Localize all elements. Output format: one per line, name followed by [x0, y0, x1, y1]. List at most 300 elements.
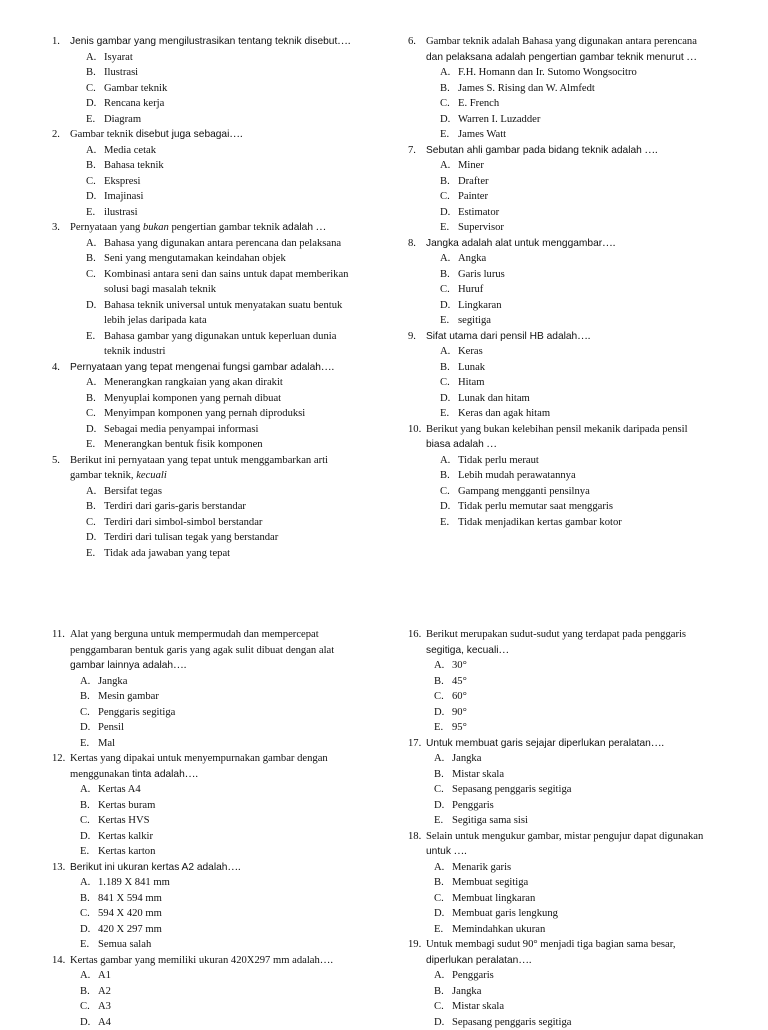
option-text: Menerangkan rangkaian yang akan dirakit	[104, 377, 283, 388]
answer-option	[426, 720, 768, 736]
question-text	[70, 360, 384, 376]
option-letter: B.	[434, 984, 444, 1000]
answer-option	[426, 468, 768, 484]
option-text: Lunak dan hitam	[458, 393, 530, 404]
option-text: Segitiga sama sisi	[452, 815, 528, 826]
option-letter: D.	[86, 422, 96, 438]
question-text-segment: diperlukan peralatan	[426, 955, 518, 966]
question	[0, 220, 384, 360]
question-text-segment: Gambar teknik adalah Bahasa yang digunakan antara perencana	[426, 36, 697, 47]
option-text: 594 X 420 mm	[98, 908, 162, 919]
question-text-segment: ….	[577, 331, 590, 342]
question-text-segment: …	[484, 439, 497, 450]
answer-option	[426, 96, 768, 112]
question-text	[426, 643, 768, 659]
question-number: 12.	[52, 751, 65, 767]
answer-option	[426, 984, 768, 1000]
answer-option	[426, 689, 768, 705]
answer-option	[70, 298, 384, 314]
option-letter: A.	[440, 158, 450, 174]
option-text: Menarik garis	[452, 862, 511, 873]
question	[384, 236, 768, 329]
answer-option	[70, 906, 384, 922]
answer-option	[70, 798, 384, 814]
question	[384, 627, 768, 736]
option-letter: D.	[80, 1015, 90, 1030]
question-text-segment: ….	[451, 846, 467, 857]
answer-option	[426, 968, 768, 984]
option-text: Kertas kalkir	[98, 831, 153, 842]
option-letter: A.	[440, 251, 450, 267]
question-number: 8.	[408, 236, 416, 252]
answer-option	[70, 344, 384, 360]
answer-option	[70, 406, 384, 422]
option-text: Tidak menjadikan kertas gambar kotor	[458, 517, 622, 528]
question-number: 17.	[408, 736, 421, 752]
answer-option	[426, 499, 768, 515]
question-text-segment: penggambaran bentuk garis yang agak sulit dibuat dengan alat	[70, 645, 334, 656]
option-text: Jangka	[452, 753, 481, 764]
question	[384, 422, 768, 531]
option-letter: E.	[434, 720, 443, 736]
question-text-segment: Untuk membuat garis sejajar diperlukan peralatan	[426, 738, 651, 749]
question-text	[426, 422, 768, 438]
option-text: Sepasang penggaris segitiga	[452, 784, 571, 795]
option-text: Menyuplai komponen yang pernah dibuat	[104, 393, 281, 404]
option-letter: D.	[440, 298, 450, 314]
question-text	[426, 236, 768, 252]
question-text-segment: Untuk membagi sudut 90° menjadi tiga bagian sama besar,	[426, 939, 675, 950]
question-text-segment: Berikut merupakan sudut-sudut yang terdapat pada penggaris	[426, 629, 686, 640]
option-letter: C.	[434, 999, 444, 1015]
option-text: Rencana kerja	[104, 98, 164, 109]
option-text: Tidak ada jawaban yang tepat	[104, 548, 230, 559]
option-letter: A.	[80, 782, 90, 798]
answer-option	[70, 674, 384, 690]
option-letter: A.	[80, 875, 90, 891]
question-text-segment: tinta adalah	[132, 769, 185, 780]
answer-option	[70, 937, 384, 953]
option-letter: A.	[434, 658, 444, 674]
question	[0, 360, 384, 453]
question-text	[70, 953, 384, 969]
question-text-segment: Gambar teknik	[70, 129, 136, 140]
question-text-segment: ….	[321, 362, 334, 373]
answer-option	[70, 65, 384, 81]
question-number: 19.	[408, 937, 421, 953]
option-text: James Watt	[458, 129, 506, 140]
option-text: Kertas A4	[98, 784, 141, 795]
question-number: 1.	[52, 34, 60, 50]
answer-option	[70, 391, 384, 407]
option-letter: D.	[86, 298, 96, 314]
question-text-segment: …	[684, 52, 697, 63]
option-text: Huruf	[458, 284, 483, 295]
answer-option	[70, 999, 384, 1015]
option-letter: E.	[80, 736, 89, 752]
question-text-segment: segitiga, kecuali	[426, 645, 499, 656]
question-column-top-left	[0, 34, 384, 561]
answer-option	[426, 515, 768, 531]
option-text: Kertas buram	[98, 800, 155, 811]
option-text: Gampang mengganti pensilnya	[458, 486, 590, 497]
answer-option	[426, 220, 768, 236]
option-letter: A.	[86, 236, 96, 252]
question-text-segment: ….	[227, 862, 240, 873]
question	[0, 34, 384, 127]
question-number: 4.	[52, 360, 60, 376]
option-text: Menerangkan bentuk fisik komponen	[104, 439, 263, 450]
option-text: Keras dan agak hitam	[458, 408, 550, 419]
option-letter: E.	[434, 813, 443, 829]
question-number: 14.	[52, 953, 65, 969]
option-letter: B.	[440, 174, 450, 190]
answer-option	[426, 189, 768, 205]
answer-option	[426, 813, 768, 829]
answer-option	[70, 720, 384, 736]
question	[0, 860, 384, 953]
option-text: Bahasa gambar yang digunakan untuk keperluan dunia	[104, 331, 336, 342]
option-text: Tidak perlu meraut	[458, 455, 539, 466]
answer-option	[426, 705, 768, 721]
question	[384, 329, 768, 422]
answer-option	[426, 251, 768, 267]
answer-option	[70, 546, 384, 562]
question-text	[426, 937, 768, 953]
question-text-segment: menggunakan	[70, 769, 132, 780]
question-column-bottom-right	[384, 627, 768, 1030]
question-text	[426, 34, 768, 50]
answer-option	[426, 267, 768, 283]
answer-option	[426, 1015, 768, 1030]
question	[384, 829, 768, 938]
option-letter: E.	[86, 329, 95, 345]
answer-option	[426, 658, 768, 674]
option-letter: E.	[440, 127, 449, 143]
option-letter: E.	[86, 205, 95, 221]
option-text: segitiga	[458, 315, 491, 326]
option-letter: D.	[86, 96, 96, 112]
question	[384, 143, 768, 236]
answer-option	[426, 313, 768, 329]
question-text	[426, 329, 768, 345]
answer-option	[426, 922, 768, 938]
question-number: 9.	[408, 329, 416, 345]
option-letter: B.	[86, 251, 96, 267]
option-letter: C.	[86, 515, 96, 531]
question-text-segment: Pernyataan yang	[70, 222, 143, 233]
question-text	[426, 50, 768, 66]
option-text: Mistar skala	[452, 769, 504, 780]
option-letter: A.	[440, 453, 450, 469]
option-text: Pensil	[98, 722, 124, 733]
question-text-segment: disebut juga sebagai	[136, 129, 229, 140]
question-text-segment: ….	[185, 769, 198, 780]
answer-option	[70, 813, 384, 829]
option-letter: B.	[86, 499, 96, 515]
answer-option	[70, 530, 384, 546]
answer-option	[426, 174, 768, 190]
question-column-top-right	[384, 34, 768, 530]
option-letter: E.	[86, 112, 95, 128]
option-letter: C.	[80, 813, 90, 829]
option-text: Bersifat tegas	[104, 486, 162, 497]
answer-option	[70, 375, 384, 391]
option-letter: A.	[80, 674, 90, 690]
answer-option	[70, 984, 384, 1000]
option-text: A4	[98, 1017, 111, 1028]
answer-option	[426, 298, 768, 314]
option-letter: C.	[440, 375, 450, 391]
option-letter: D.	[86, 189, 96, 205]
option-text: 60°	[452, 691, 467, 702]
option-text: Penggaris	[452, 970, 494, 981]
option-text: Estimator	[458, 207, 499, 218]
answer-option	[426, 360, 768, 376]
answer-option	[70, 329, 384, 345]
answer-option	[426, 767, 768, 783]
question-text-segment: …	[313, 222, 326, 233]
option-text: Painter	[458, 191, 488, 202]
option-letter: C.	[86, 81, 96, 97]
question-text	[426, 736, 768, 752]
answer-option	[426, 112, 768, 128]
option-letter: E.	[434, 922, 443, 938]
option-text: Miner	[458, 160, 484, 171]
answer-option	[70, 189, 384, 205]
option-text: Angka	[458, 253, 486, 264]
option-letter: C.	[440, 189, 450, 205]
answer-option	[70, 81, 384, 97]
question-text	[70, 627, 384, 643]
option-letter: E.	[80, 844, 89, 860]
option-text: Bahasa teknik universal untuk menyatakan suatu bentuk	[104, 300, 342, 311]
option-letter: D.	[440, 205, 450, 221]
answer-option	[70, 515, 384, 531]
question-text-segment: Berikut ini pernyataan yang tepat untuk menggambarkan arti	[70, 455, 328, 466]
question-text	[70, 127, 384, 143]
question-text-segment: gambar lainnya adalah	[70, 660, 173, 671]
question	[384, 736, 768, 829]
option-text: Mistar skala	[452, 1001, 504, 1012]
answer-option	[70, 236, 384, 252]
question-number: 7.	[408, 143, 416, 159]
option-letter: B.	[434, 875, 444, 891]
question-text-segment: ….	[651, 738, 664, 749]
answer-option	[70, 313, 384, 329]
answer-option	[70, 922, 384, 938]
answer-option	[426, 674, 768, 690]
option-letter: A.	[440, 344, 450, 360]
question-text	[426, 844, 768, 860]
option-letter: B.	[86, 158, 96, 174]
question-text-segment: Sebutan ahli gambar pada bidang teknik adalah	[426, 145, 642, 156]
question-number: 2.	[52, 127, 60, 143]
option-letter: A.	[434, 751, 444, 767]
answer-option	[426, 391, 768, 407]
option-text: E. French	[458, 98, 499, 109]
answer-option	[70, 143, 384, 159]
option-text: Jangka	[452, 986, 481, 997]
option-text: F.H. Homann dan Ir. Sutomo Wongsocitro	[458, 67, 637, 78]
answer-option	[70, 968, 384, 984]
option-letter: E.	[440, 406, 449, 422]
question-number: 6.	[408, 34, 416, 50]
option-letter: D.	[440, 499, 450, 515]
answer-option	[70, 689, 384, 705]
question-text-segment: ….	[518, 955, 531, 966]
option-text: Kertas HVS	[98, 815, 150, 826]
option-text: Menyimpan komponen yang pernah diproduksi	[104, 408, 305, 419]
question-text-segment: ….	[173, 660, 186, 671]
question-text-segment: Sifat utama dari pensil HB adalah	[426, 331, 577, 342]
answer-option	[426, 484, 768, 500]
option-letter: D.	[440, 112, 450, 128]
question-text-segment: Selain untuk mengukur gambar, mistar pengujur dapat digunakan	[426, 831, 703, 842]
option-letter: E.	[86, 437, 95, 453]
question-text	[70, 468, 384, 484]
option-letter: B.	[86, 391, 96, 407]
option-letter: D.	[434, 906, 444, 922]
option-text: Membuat lingkaran	[452, 893, 535, 904]
question-text	[426, 953, 768, 969]
option-letter: A.	[80, 968, 90, 984]
question	[0, 453, 384, 562]
option-letter: C.	[80, 906, 90, 922]
option-text: ilustrasi	[104, 207, 138, 218]
option-text: Lebih mudah perawatannya	[458, 470, 576, 481]
question-number: 3.	[52, 220, 60, 236]
question-text-segment: untuk	[426, 846, 451, 857]
question-number: 10.	[408, 422, 421, 438]
answer-option	[426, 891, 768, 907]
option-letter: B.	[440, 360, 450, 376]
option-letter: C.	[80, 999, 90, 1015]
question-text-segment: bukan	[143, 222, 169, 233]
question-text-segment: Kertas yang dipakai untuk menyempurnakan gambar dengan	[70, 753, 328, 764]
option-text: Seni yang mengutamakan keindahan objek	[104, 253, 286, 264]
option-letter: C.	[86, 267, 96, 283]
answer-option	[426, 65, 768, 81]
answer-option	[426, 453, 768, 469]
answer-option	[70, 484, 384, 500]
question-text-segment: ….	[642, 145, 658, 156]
answer-option	[70, 844, 384, 860]
option-text: Imajinasi	[104, 191, 143, 202]
question-text-segment: Jangka adalah alat untuk menggambar	[426, 238, 602, 249]
option-letter: E.	[440, 313, 449, 329]
option-letter: E.	[80, 937, 89, 953]
option-letter: B.	[440, 81, 450, 97]
option-letter: D.	[434, 1015, 444, 1030]
question-text-segment: pengertian gambar teknik	[169, 222, 283, 233]
question-text-segment: Jenis gambar yang mengilustrasikan tentang teknik disebut	[70, 36, 337, 47]
option-text: Diagram	[104, 114, 141, 125]
answer-option	[426, 999, 768, 1015]
option-text: Media cetak	[104, 145, 156, 156]
question-text	[426, 143, 768, 159]
question-text-segment: Berikut ini ukuran kertas A2 adalah	[70, 862, 227, 873]
question-text	[70, 453, 384, 469]
option-letter: D.	[86, 530, 96, 546]
option-letter: B.	[86, 65, 96, 81]
answer-option	[426, 798, 768, 814]
answer-option	[70, 50, 384, 66]
option-text: Hitam	[458, 377, 484, 388]
answer-option	[70, 282, 384, 298]
option-text: 90°	[452, 707, 467, 718]
answer-option	[426, 906, 768, 922]
question-text-segment: ….	[337, 36, 350, 47]
option-text: lebih jelas daripada kata	[104, 315, 207, 326]
option-text: Keras	[458, 346, 483, 357]
question-text-segment: …	[499, 645, 510, 656]
option-text: Gambar teknik	[104, 83, 167, 94]
option-letter: C.	[440, 282, 450, 298]
question	[384, 34, 768, 143]
question-text-segment: ….	[229, 129, 242, 140]
option-text: Terdiri dari tulisan tegak yang berstandar	[104, 532, 278, 543]
answer-option	[70, 499, 384, 515]
option-text: Ekspresi	[104, 176, 140, 187]
option-letter: D.	[80, 720, 90, 736]
option-text: Lunak	[458, 362, 485, 373]
question-number: 11.	[52, 627, 65, 643]
option-text: A2	[98, 986, 111, 997]
option-letter: B.	[80, 689, 90, 705]
option-text: 1.189 X 841 mm	[98, 877, 170, 888]
option-text: A1	[98, 970, 111, 981]
option-letter: B.	[80, 984, 90, 1000]
question-text	[426, 437, 768, 453]
answer-option	[426, 406, 768, 422]
option-text: Kombinasi antara seni dan sains untuk dapat memberikan	[104, 269, 348, 280]
question	[0, 751, 384, 860]
answer-option	[426, 205, 768, 221]
option-text: Terdiri dari garis-garis berstandar	[104, 501, 246, 512]
option-letter: A.	[86, 50, 96, 66]
answer-option	[70, 251, 384, 267]
answer-option	[70, 829, 384, 845]
question-number: 16.	[408, 627, 421, 643]
option-letter: A.	[86, 143, 96, 159]
option-text: 841 X 594 mm	[98, 893, 162, 904]
option-text: Sepasang penggaris segitiga	[452, 1017, 571, 1028]
answer-option	[70, 174, 384, 190]
question-text-segment: Kertas gambar yang memiliki ukuran 420X297 mm adalah….	[70, 955, 333, 966]
answer-option	[426, 81, 768, 97]
option-letter: C.	[434, 782, 444, 798]
option-letter: A.	[434, 968, 444, 984]
option-letter: D.	[434, 798, 444, 814]
question-text	[70, 751, 384, 767]
question-text	[70, 658, 384, 674]
question-text-segment: adalah	[282, 222, 313, 233]
question-text	[70, 34, 384, 50]
option-letter: D.	[434, 705, 444, 721]
answer-option	[70, 422, 384, 438]
answer-option	[426, 860, 768, 876]
option-text: Membuat garis lengkung	[452, 908, 558, 919]
option-text: Supervisor	[458, 222, 504, 233]
option-text: Penggaris segitiga	[98, 707, 175, 718]
option-letter: C.	[434, 891, 444, 907]
option-letter: D.	[80, 829, 90, 845]
option-text: Isyarat	[104, 52, 133, 63]
option-text: Memindahkan ukuran	[452, 924, 545, 935]
option-text: Jangka	[98, 676, 127, 687]
option-text: Semua salah	[98, 939, 151, 950]
